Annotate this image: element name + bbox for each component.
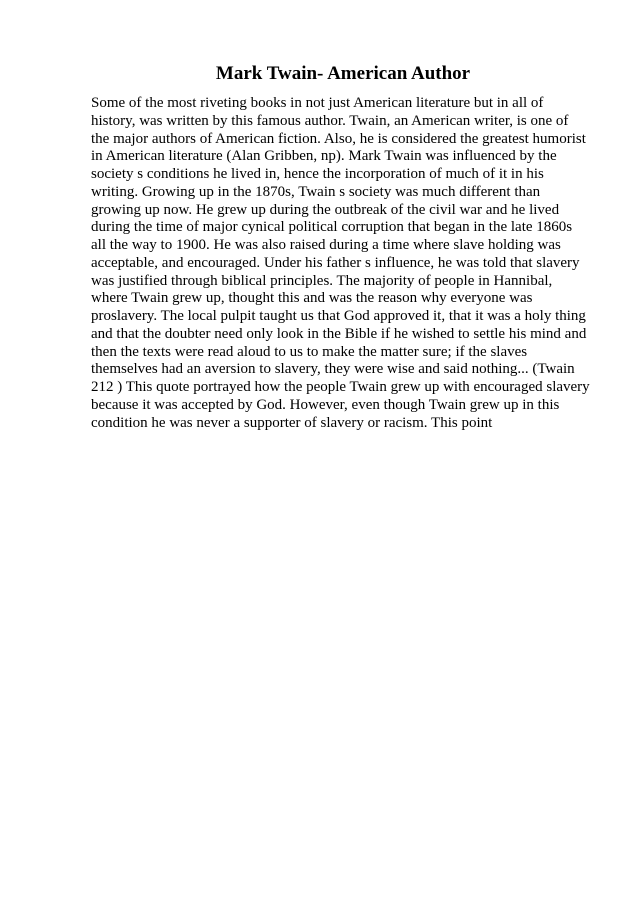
body-line: during the time of major cynical political corruption that began in the late 1860s <box>91 219 573 236</box>
document-body <box>91 95 591 432</box>
body-line: themselves had an aversion to slavery, they were wise and said nothing... (Twain <box>91 361 575 378</box>
body-line: was justified through biblical principles. The majority of people in Hannibal, <box>91 272 553 289</box>
body-line: because it was accepted by God. However, even though Twain grew up in this <box>91 396 560 413</box>
body-line: history, was written by this famous author. Twain, an American writer, is one of <box>91 112 569 129</box>
body-line: Some of the most riveting books in not just American literature but in all of <box>91 95 544 111</box>
body-line: where Twain grew up, thought this and was the reason why everyone was <box>91 290 533 307</box>
body-line: growing up now. He grew up during the outbreak of the civil war and he lived <box>91 201 560 218</box>
body-line: condition he was never a supporter of slavery or racism. This point <box>91 414 493 431</box>
body-line: proslavery. The local pulpit taught us that God approved it, that it was a holy thing <box>91 308 586 324</box>
body-line: acceptable, and encouraged. Under his father s influence, he was told that slavery <box>91 254 580 271</box>
body-line: writing. Growing up in the 1870s, Twain s society was much different than <box>91 183 541 200</box>
body-line: and that the doubter need only look in the Bible if he wished to settle his mind and <box>91 325 587 342</box>
body-line: in American literature (Alan Gribben, np). Mark Twain was influenced by the <box>91 148 557 165</box>
body-line: 212 ) This quote portrayed how the people Twain grew up with encouraged slavery <box>91 379 590 395</box>
document-title: Mark Twain- American Author <box>215 63 471 84</box>
body-line: society s conditions he lived in, hence the incorporation of much of it in his <box>91 166 544 182</box>
body-line: then the texts were read aloud to us to make the matter sure; if the slaves <box>91 343 528 360</box>
body-line: all the way to 1900. He was also raised during a time where slave holding was <box>91 237 561 253</box>
body-line: the major authors of American fiction. Also, he is considered the greatest humorist <box>91 130 586 147</box>
